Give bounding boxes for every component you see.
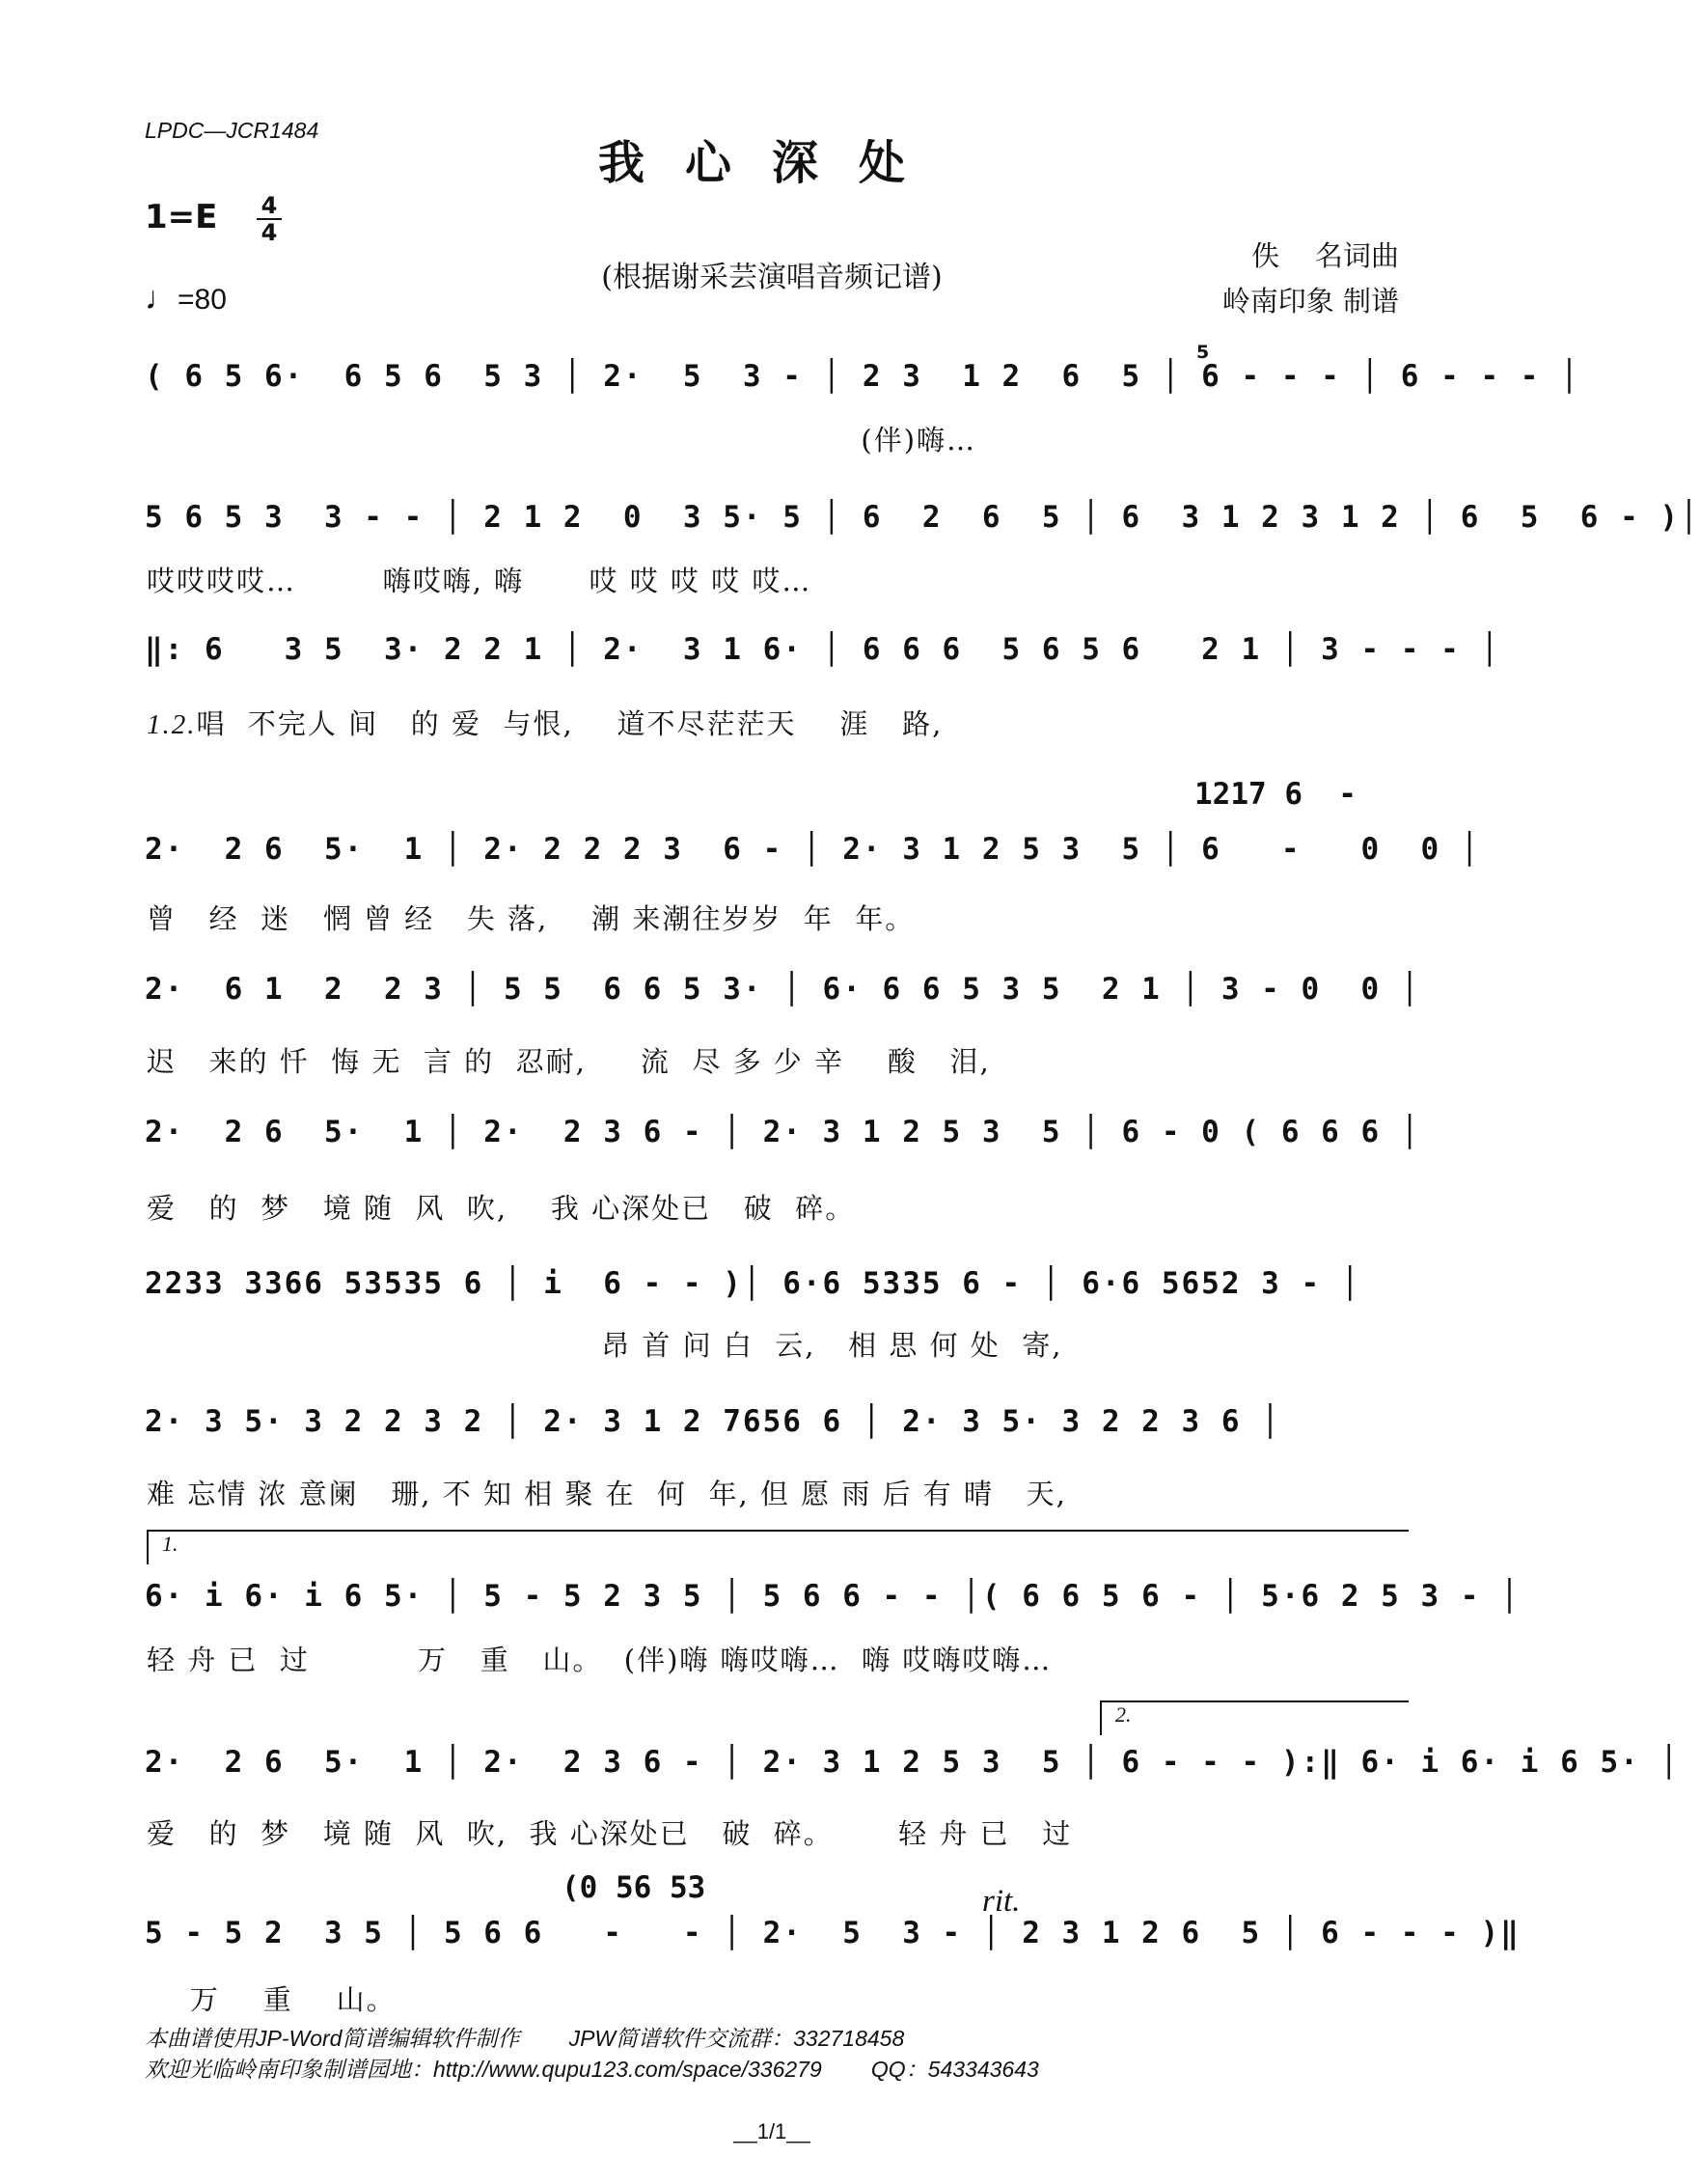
footer-line-2: 欢迎光临岭南印象制谱园地：http://www.qupu123.com/space/336279 QQ：543343643 [145, 2057, 1039, 2082]
lyric-text: 昂 首 问 白 云, 相 思 何 处 寄, [147, 1329, 1063, 1362]
credit-arranger: 岭南印象 制谱 [1221, 285, 1399, 318]
lyric-text: 轻 舟 已 过 万 重 山。 (伴)嗨 嗨哎嗨… 嗨 哎嗨哎嗨… [147, 1644, 1053, 1676]
music-row-8: 2· 3 5· 3 2 2 3 2 │ 2· 3 1 2 7656 6 │ 2· 3 5· 3 2 2 3 6 │ [145, 1404, 1281, 1439]
tempo-value: =80 [178, 284, 227, 316]
music-row-9: 6· i 6· i 6 5· │ 5 - 5 2 3 5 │ 5 6 6 - - │( 6 6 5 6 - │ 5·6 2 5 3 - │ [145, 1579, 1521, 1614]
lyric-text: 难 忘情 浓 意阑 珊, 不 知 相 聚 在 何 年, 但 愿 雨 后 有 晴 天, [147, 1478, 1067, 1510]
music-row-5: 2· 6 1 2 2 3 │ 5 5 6 6 5 3· │ 6· 6 6 5 3 5 2 1 │ 3 - 0 0 │ [145, 972, 1421, 1007]
credit-lyrics-music: 佚 名词曲 [1251, 239, 1399, 272]
lyric-row-7 [147, 1324, 1411, 1364]
page-number: __1/1__ [733, 2119, 810, 2143]
lyric-text: 唱 不完人 间 的 爱 与恨, 道不尽茫茫天 涯 路, [196, 707, 944, 740]
music-row-4: 2· 2 6 5· 1 │ 2· 2 2 2 3 6 - │ 2· 3 1 2 5 3 5 │ 6 - 0 0 │ [145, 832, 1481, 867]
lyric-prefix: 1.2. [147, 709, 197, 740]
lyric-row-6 [147, 1187, 1411, 1227]
footer-line-1: 本曲谱使用JP-Word简谱编辑软件制作 JPW简谱软件交流群：332718458 [145, 2026, 905, 2051]
lyric-text: 爱 的 梦 境 随 风 吹, 我 心深处已 破 碎。 [147, 1192, 856, 1225]
transcription-source: (根据谢采芸演唱音频记谱) [601, 261, 943, 294]
score-code: LPDC—JCR1484 [145, 118, 319, 143]
ending-ossia: (0 56 53 [562, 1870, 706, 1905]
music-row-6: 2· 2 6 5· 1 │ 2· 2 3 6 - │ 2· 3 1 2 5 3 5 │ 6 - 0 ( 6 6 6 │ [145, 1115, 1421, 1149]
volta-label-1: 1. [162, 1532, 178, 1556]
time-signature-bottom: 4 [260, 219, 278, 246]
volta-bracket-1 [147, 1530, 1409, 1564]
lyric-text: 迟 来的 忏 悔 无 言 的 忍耐, 流 尽 多 少 辛 酸 泪, [147, 1045, 991, 1078]
lyric-text: 万 重 山。 [147, 1983, 397, 2016]
lyric-text: (伴)嗨… [147, 424, 977, 456]
volta-bracket-2 [1100, 1700, 1409, 1735]
music-row-2: 5 6 5 3 3 - - │ 2 1 2 0 3 5· 5 │ 6 2 6 5 │ 6 3 1 2 3 1 2 │ 6 5 6 - )│ [145, 500, 1700, 535]
lyric-row-3 [147, 703, 1411, 742]
music-row-1: ( 6 5 6· 6 5 6 5 3 │ 2· 5 3 - │ 2 3 1 2 6 5 │ 6 - - - │ 6 - - - │ [145, 359, 1580, 394]
music-row-10: 2· 2 6 5· 1 │ 2· 2 3 6 - │ 2· 3 1 2 5 3 5 │ 6 - - - ):‖ 6· i 6· i 6 5· │ [145, 1745, 1681, 1780]
time-signature [253, 193, 286, 245]
lyric-row-2 [147, 560, 1411, 599]
lyric-row-4 [147, 898, 1411, 937]
grace-note: 5 [1196, 342, 1210, 363]
time-signature-top: 4 [260, 192, 278, 219]
lyric-row-8 [147, 1473, 1411, 1512]
music-row-7: 2233 3366 53535 6 │ i 6 - - )│ 6·6 5335 6 - │ 6·6 5652 3 - │ [145, 1266, 1361, 1301]
ossia-variant: 1217 6 - [1194, 777, 1357, 812]
music-row-3: ‖: 6 3 5 3· 2 2 1 │ 2· 3 1 6· │ 6 6 6 5 6 5 6 2 1 │ 3 - - - │ [145, 632, 1501, 667]
lyric-text: 哎哎哎哎… 嗨哎嗨, 嗨 哎 哎 哎 哎 哎… [147, 565, 812, 597]
lyric-row-5 [147, 1040, 1411, 1080]
lyric-text: 爱 的 梦 境 随 风 吹, 我 心深处已 破 碎。 轻 舟 已 过 [147, 1817, 1073, 1850]
volta-label-2: 2. [1115, 1702, 1132, 1727]
key-signature: 1=E [145, 198, 218, 236]
music-row-11: 5 - 5 2 3 5 │ 5 6 6 - - │ 2· 5 3 - │ 2 3 1 2 6 5 │ 6 - - - )‖ [145, 1916, 1521, 1950]
lyric-row-11 [147, 1978, 1411, 2018]
ritardando-marking: rit. [982, 1884, 1021, 1919]
quarter-note-icon: ♩ [145, 280, 178, 317]
lyric-text: 曾 经 迷 惘 曾 经 失 落, 潮 来潮往岁岁 年 年。 [147, 902, 916, 935]
lyric-row-9 [147, 1639, 1411, 1678]
lyric-row-1 [147, 419, 1411, 458]
lyric-row-10 [147, 1812, 1411, 1852]
page-title: 我心深处 [597, 136, 946, 190]
